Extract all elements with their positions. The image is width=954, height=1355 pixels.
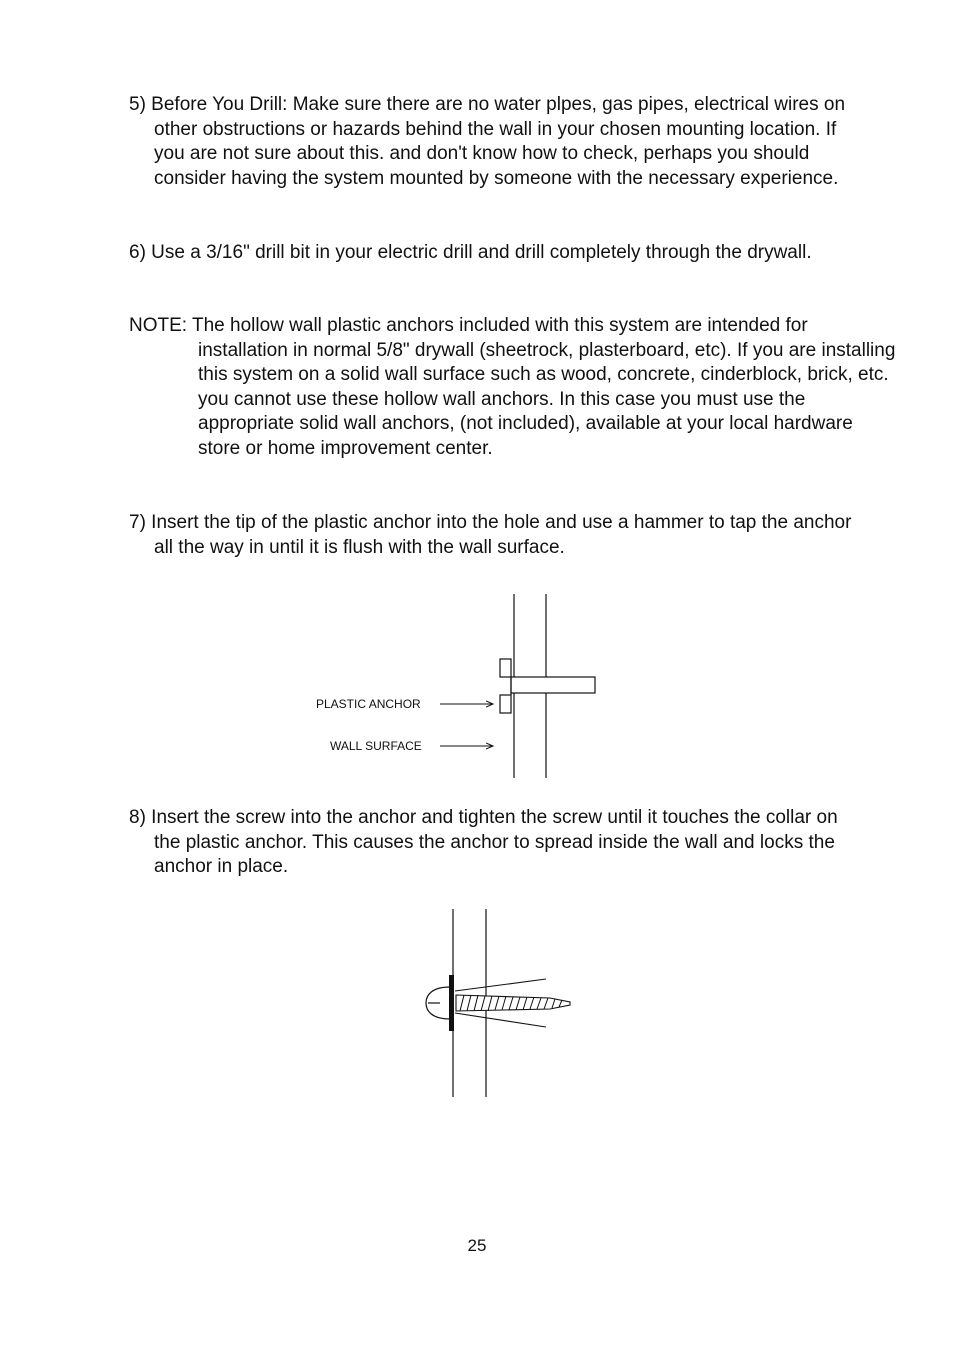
anchor-collar-top	[500, 659, 511, 677]
anchor-collar	[449, 975, 454, 1031]
step-8-text: 8) Insert the screw into the anchor and tighten the screw until it touches the collar on the plastic anchor. This causes the anchor to spread inside the wall and locks the anchor in place.	[129, 807, 838, 878]
anchor-body	[511, 677, 595, 693]
step-5-text: 5) Before You Drill: Make sure there are no water plpes, gas pipes, electrical wires on other obstructions or hazards behind the wall in your chosen mounting location. If you are not sure about this. and don't know how to check, perhaps you should consider having the system mounted by someone with the necessary experience.	[129, 94, 846, 189]
anchor-collar-bottom	[500, 695, 511, 713]
step-6-text: 6) Use a 3/16" drill bit in your electric drill and drill completely through the drywall.	[129, 242, 812, 263]
wall-surface-label: WALL SURFACE	[330, 739, 422, 753]
screw-in-anchor-diagram	[410, 905, 590, 1100]
step-7-text: 7) Insert the tip of the plastic anchor into the hole and use a hammer to tap the anchor all the way in until it is flush with the wall surface.	[129, 512, 852, 558]
anchor-spread-bottom	[455, 1013, 546, 1027]
note-text: NOTE: The hollow wall plastic anchors included with this system are intended for installation in normal 5/8" drywall (sheetrock, plasterboard, etc). If you are installing this system on a solid wall surface such as wood, concrete, cinderblock, brick, etc. you cannot use these hollow wall anchors. In this case you must use the appropriate solid wall anchors, (not included), available at your local hardware store or home improvement center.	[129, 315, 896, 459]
anchor-spread-top	[455, 979, 546, 991]
plastic-anchor-label: PLASTIC ANCHOR	[316, 697, 421, 711]
anchor-insertion-diagram	[300, 590, 620, 785]
page-number: 25	[467, 1236, 487, 1255]
